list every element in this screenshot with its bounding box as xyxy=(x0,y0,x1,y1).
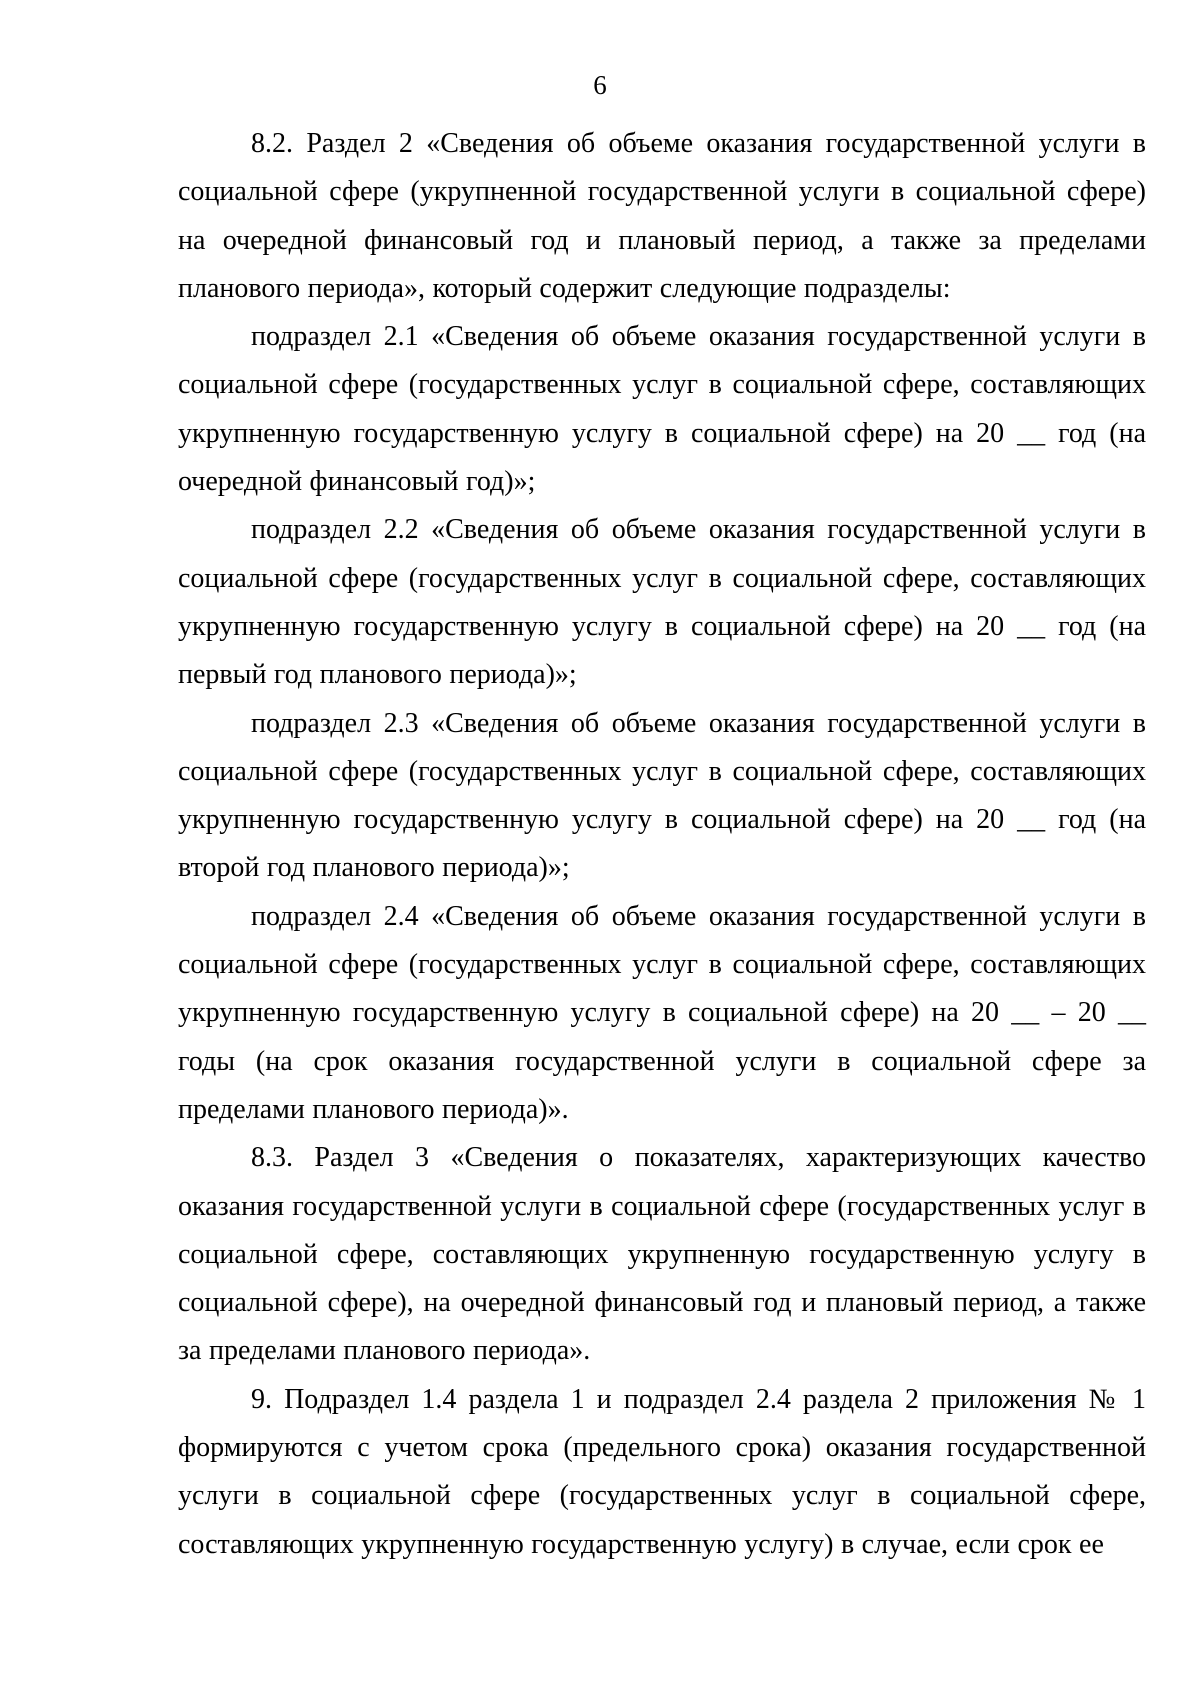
document-body xyxy=(178,120,1146,1569)
paragraph-section-8-2: 8.2. Раздел 2 «Сведения об объеме оказания государственной услуги в социальной сфере (укрупненной государственной услуги в социальной сфере) на очередной финансовый год и плановый период, а также за пределами планового периода», который содержит следующие подразделы: xyxy=(178,128,1146,304)
paragraph-subsection-2-4: подраздел 2.4 «Сведения об объеме оказания государственной услуги в социальной сфере (государственных услуг в социальной сфере, составляющих укрупненную государственную услугу в социальной сфере) на 20 __ – 20 __ годы (на срок оказания государственной услуги в социальной сфере за пределами планового периода)». xyxy=(178,900,1146,1125)
paragraph-section-8-3: 8.3. Раздел 3 «Сведения о показателях, характеризующих качество оказания государственной услуги в социальной сфере (государственных услуг в социальной сфере, составляющих укрупненную государственную услугу в социальной сфере), на очередной финансовый год и плановый период, а также за пределами планового периода». xyxy=(178,1142,1146,1367)
page-number: 6 xyxy=(593,70,607,100)
paragraph-subsection-2-3: подраздел 2.3 «Сведения об объеме оказания государственной услуги в социальной сфере (государственных услуг в социальной сфере, составляющих укрупненную государственную услугу в социальной сфере) на 20 __ год (на второй год планового периода)»; xyxy=(178,707,1146,884)
paragraph-subsection-2-1: подраздел 2.1 «Сведения об объеме оказания государственной услуги в социальной сфере (государственных услуг в социальной сфере, составляющих укрупненную государственную услугу в социальной сфере) на 20 __ год (на очередной финансовый год)»; xyxy=(178,321,1146,498)
paragraph-subsection-2-2: подраздел 2.2 «Сведения об объеме оказания государственной услуги в социальной сфере (государственных услуг в социальной сфере, составляющих укрупненную государственную услугу в социальной сфере) на 20 __ год (на первый год планового периода)»; xyxy=(178,514,1146,691)
paragraph-item-9: 9. Подраздел 1.4 раздела 1 и подраздел 2.4 раздела 2 приложения № 1 формируются с учетом срока (предельного срока) оказания государственной услуги в социальной сфере (государственных услуг в социальной сфере, составляющих укрупненную государственную услугу) в случае, если срок ее xyxy=(178,1383,1146,1560)
